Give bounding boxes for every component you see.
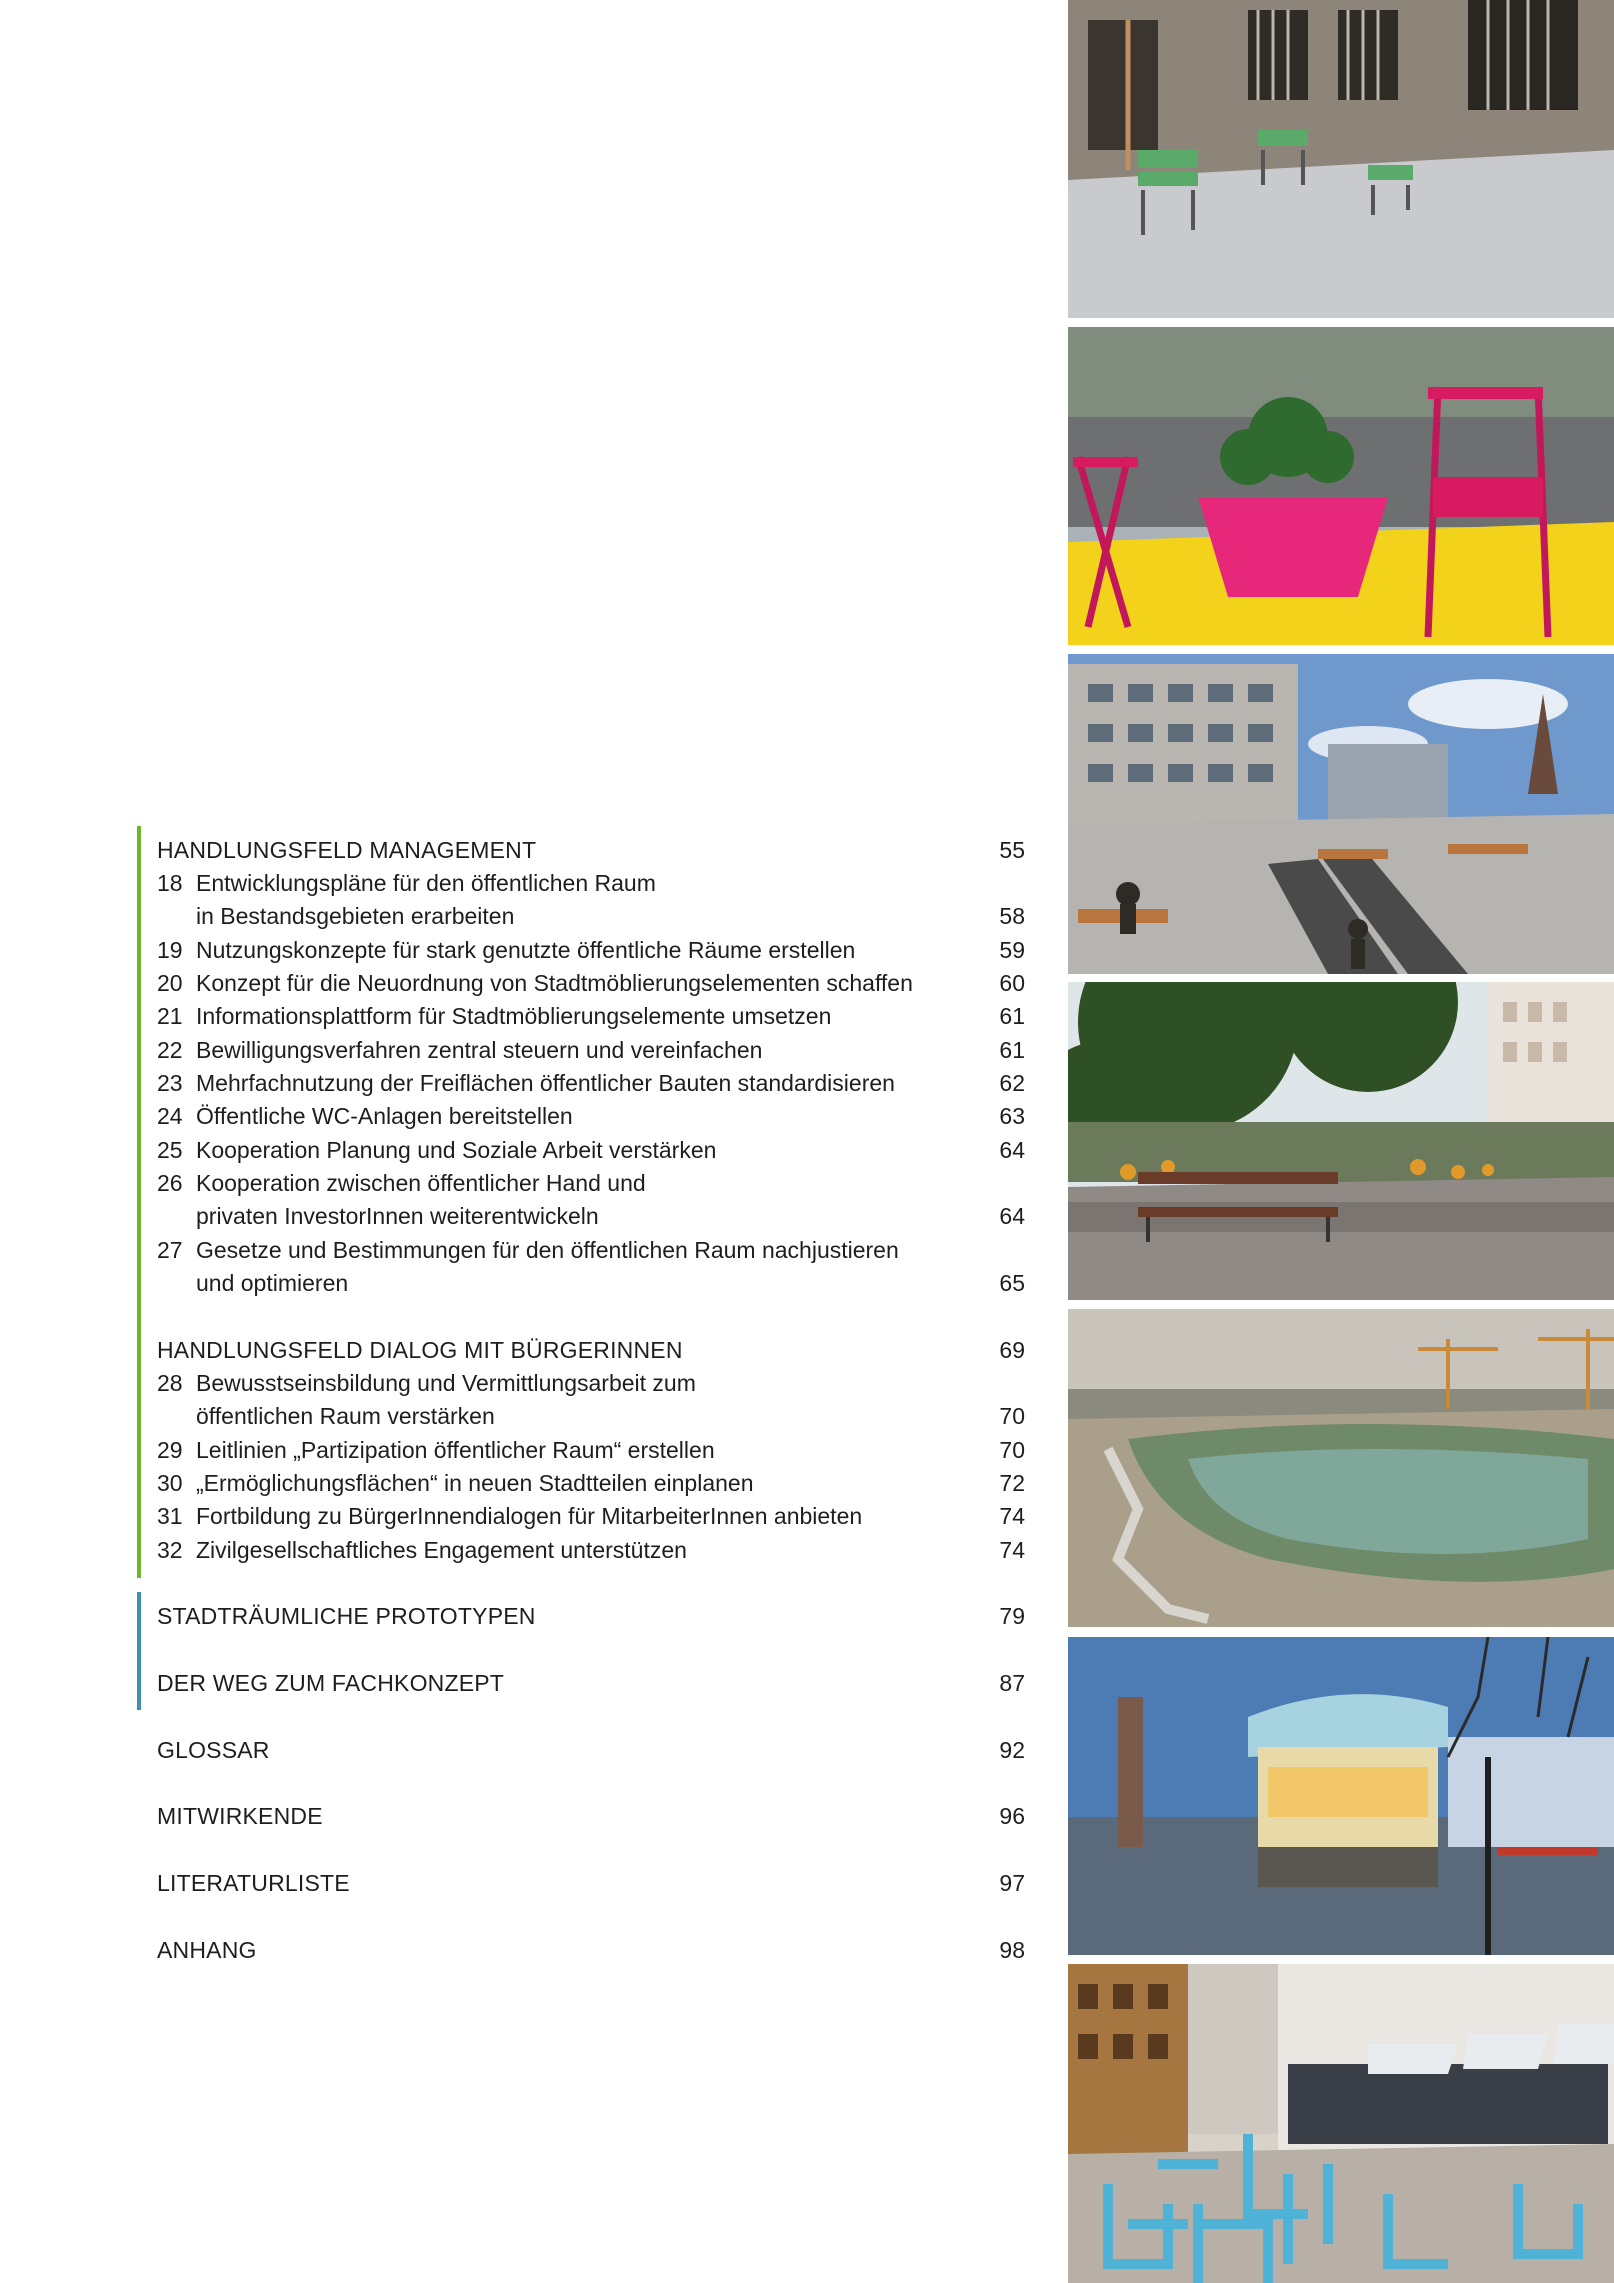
toc-entry[interactable]: [157, 1034, 1025, 1067]
toc-entry[interactable]: [157, 1000, 1025, 1033]
toc-page-number: 79: [999, 1603, 1025, 1629]
toc-entry-number: 29: [157, 1437, 183, 1463]
toc-page-number: 72: [999, 1470, 1025, 1496]
toc-entry-continuation[interactable]: [157, 1400, 1025, 1433]
toc-entry[interactable]: [157, 1234, 1025, 1267]
toc-entry[interactable]: [157, 867, 1025, 900]
photo-blue-sculptures: [1068, 1964, 1614, 2283]
toc-page-number: 62: [999, 1070, 1025, 1096]
toc-entry-number: 18: [157, 870, 183, 896]
toc-page-number: 74: [999, 1503, 1025, 1529]
toc-chapter[interactable]: [157, 1667, 1025, 1700]
toc-page-number: 55: [999, 837, 1025, 863]
toc-chapter[interactable]: [157, 1734, 1025, 1767]
toc-chapter-title: MITWIRKENDE: [157, 1803, 323, 1829]
photo-kiosk: [1068, 1637, 1614, 1955]
photo-pink-planter: [1068, 327, 1614, 645]
section-accent-bar-green: [137, 826, 141, 1578]
toc-entry-text: öffentlichen Raum verstärken: [196, 1403, 495, 1429]
toc-section-title: HANDLUNGSFELD MANAGEMENT: [157, 837, 537, 863]
toc-entry-text: Leitlinien „Partizipation öffentlicher Raum“ erstellen: [196, 1437, 715, 1463]
toc-entry-number: 23: [157, 1070, 183, 1096]
toc-entry-text: Kooperation zwischen öffentlicher Hand und: [196, 1170, 646, 1196]
toc-entry[interactable]: [157, 1067, 1025, 1100]
toc-entry-continuation[interactable]: [157, 900, 1025, 933]
toc-page-number: 92: [999, 1737, 1025, 1763]
toc-entry-continuation[interactable]: [157, 1267, 1025, 1300]
toc-page-number: 59: [999, 937, 1025, 963]
toc-entry-number: 19: [157, 937, 183, 963]
toc-entry-text: Kooperation Planung und Soziale Arbeit verstärken: [196, 1137, 717, 1163]
toc-page-number: 61: [999, 1003, 1025, 1029]
toc-page-number: 64: [999, 1203, 1025, 1229]
toc-chapter[interactable]: [157, 1867, 1025, 1900]
photo-square-benches: [1068, 654, 1614, 974]
toc-entry-text: „Ermöglichungsflächen“ in neuen Stadtteilen einplanen: [196, 1470, 754, 1496]
toc-entry[interactable]: [157, 1467, 1025, 1500]
toc-entry-text: privaten InvestorInnen weiterentwickeln: [196, 1203, 599, 1229]
toc-entry-number: 28: [157, 1370, 183, 1396]
photo-facade-green-chairs: [1068, 0, 1614, 318]
toc-page-number: 61: [999, 1037, 1025, 1063]
toc-chapter[interactable]: [157, 1800, 1025, 1833]
toc-page-number: 63: [999, 1103, 1025, 1129]
toc-entry-number: 30: [157, 1470, 183, 1496]
toc-entry-text: Nutzungskonzepte für stark genutzte öffentliche Räume erstellen: [196, 937, 856, 963]
toc-section-heading[interactable]: [157, 1334, 1025, 1367]
toc-section-heading[interactable]: [157, 834, 1025, 867]
photo-pond-construction: [1068, 1309, 1614, 1627]
toc-entry-number: 27: [157, 1237, 183, 1263]
toc-page-number: 74: [999, 1537, 1025, 1563]
toc-entry-text: Öffentliche WC-Anlagen bereitstellen: [196, 1103, 573, 1129]
toc-page-number: 60: [999, 970, 1025, 996]
photo-green-plaza-bench: [1068, 982, 1614, 1300]
toc-page-number: 98: [999, 1937, 1025, 1963]
toc-entry-text: Konzept für die Neuordnung von Stadtmöblierungselementen schaffen: [196, 970, 913, 996]
toc-chapter[interactable]: [157, 1600, 1025, 1633]
toc-entry-text: Mehrfachnutzung der Freiflächen öffentlicher Bauten standardisieren: [196, 1070, 895, 1096]
toc-entry-number: 25: [157, 1137, 183, 1163]
toc-entry[interactable]: [157, 1167, 1025, 1200]
toc-entry[interactable]: [157, 967, 1025, 1000]
toc-entry[interactable]: [157, 1534, 1025, 1567]
toc-page-number: 96: [999, 1803, 1025, 1829]
toc-page-number: 70: [999, 1403, 1025, 1429]
toc-entry[interactable]: [157, 934, 1025, 967]
toc-entry-text: Zivilgesellschaftliches Engagement unterstützen: [196, 1537, 687, 1563]
toc-entry-text: Bewusstseinsbildung und Vermittlungsarbeit zum: [196, 1370, 696, 1396]
toc-section-title: HANDLUNGSFELD DIALOG MIT BÜRGERINNEN: [157, 1337, 683, 1363]
toc-entry-text: und optimieren: [196, 1270, 349, 1296]
toc-page-number: 87: [999, 1670, 1025, 1696]
toc-entry-number: 24: [157, 1103, 183, 1129]
toc-entry-number: 31: [157, 1503, 183, 1529]
toc-chapter[interactable]: [157, 1934, 1025, 1967]
section-accent-bar-blue: [137, 1592, 141, 1710]
photo-strip: [1068, 0, 1614, 2283]
toc-page-number: 69: [999, 1337, 1025, 1363]
toc-entry-number: 21: [157, 1003, 183, 1029]
toc-entry-text: Informationsplattform für Stadtmöblierungselemente umsetzen: [196, 1003, 832, 1029]
toc-entry[interactable]: [157, 1500, 1025, 1533]
toc-entry-continuation[interactable]: [157, 1200, 1025, 1233]
toc-entry-text: Bewilligungsverfahren zentral steuern und vereinfachen: [196, 1037, 763, 1063]
toc-chapter-title: GLOSSAR: [157, 1737, 270, 1763]
toc-entry[interactable]: [157, 1434, 1025, 1467]
toc-entry-number: 20: [157, 970, 183, 996]
toc-entry[interactable]: [157, 1134, 1025, 1167]
toc-chapter-title: ANHANG: [157, 1937, 257, 1963]
toc-page-number: 70: [999, 1437, 1025, 1463]
toc-entry[interactable]: [157, 1100, 1025, 1133]
toc-page-number: 97: [999, 1870, 1025, 1896]
toc-entry-text: in Bestandsgebieten erarbeiten: [196, 903, 515, 929]
toc-entry[interactable]: [157, 1367, 1025, 1400]
toc-chapter-title: LITERATURLISTE: [157, 1870, 350, 1896]
toc-entry-number: 22: [157, 1037, 183, 1063]
toc-entry-text: Gesetze und Bestimmungen für den öffentlichen Raum nachjustieren: [196, 1237, 899, 1263]
toc-page-number: 64: [999, 1137, 1025, 1163]
toc-entry-text: Entwicklungspläne für den öffentlichen Raum: [196, 870, 656, 896]
toc-page-number: 65: [999, 1270, 1025, 1296]
toc-entry-number: 32: [157, 1537, 183, 1563]
toc-chapter-title: DER WEG ZUM FACHKONZEPT: [157, 1670, 505, 1696]
toc-entry-text: Fortbildung zu BürgerInnendialogen für MitarbeiterInnen anbieten: [196, 1503, 863, 1529]
toc-page-number: 58: [999, 903, 1025, 929]
toc-chapter-title: STADTRÄUMLICHE PROTOTYPEN: [157, 1603, 536, 1629]
toc-entry-number: 26: [157, 1170, 183, 1196]
